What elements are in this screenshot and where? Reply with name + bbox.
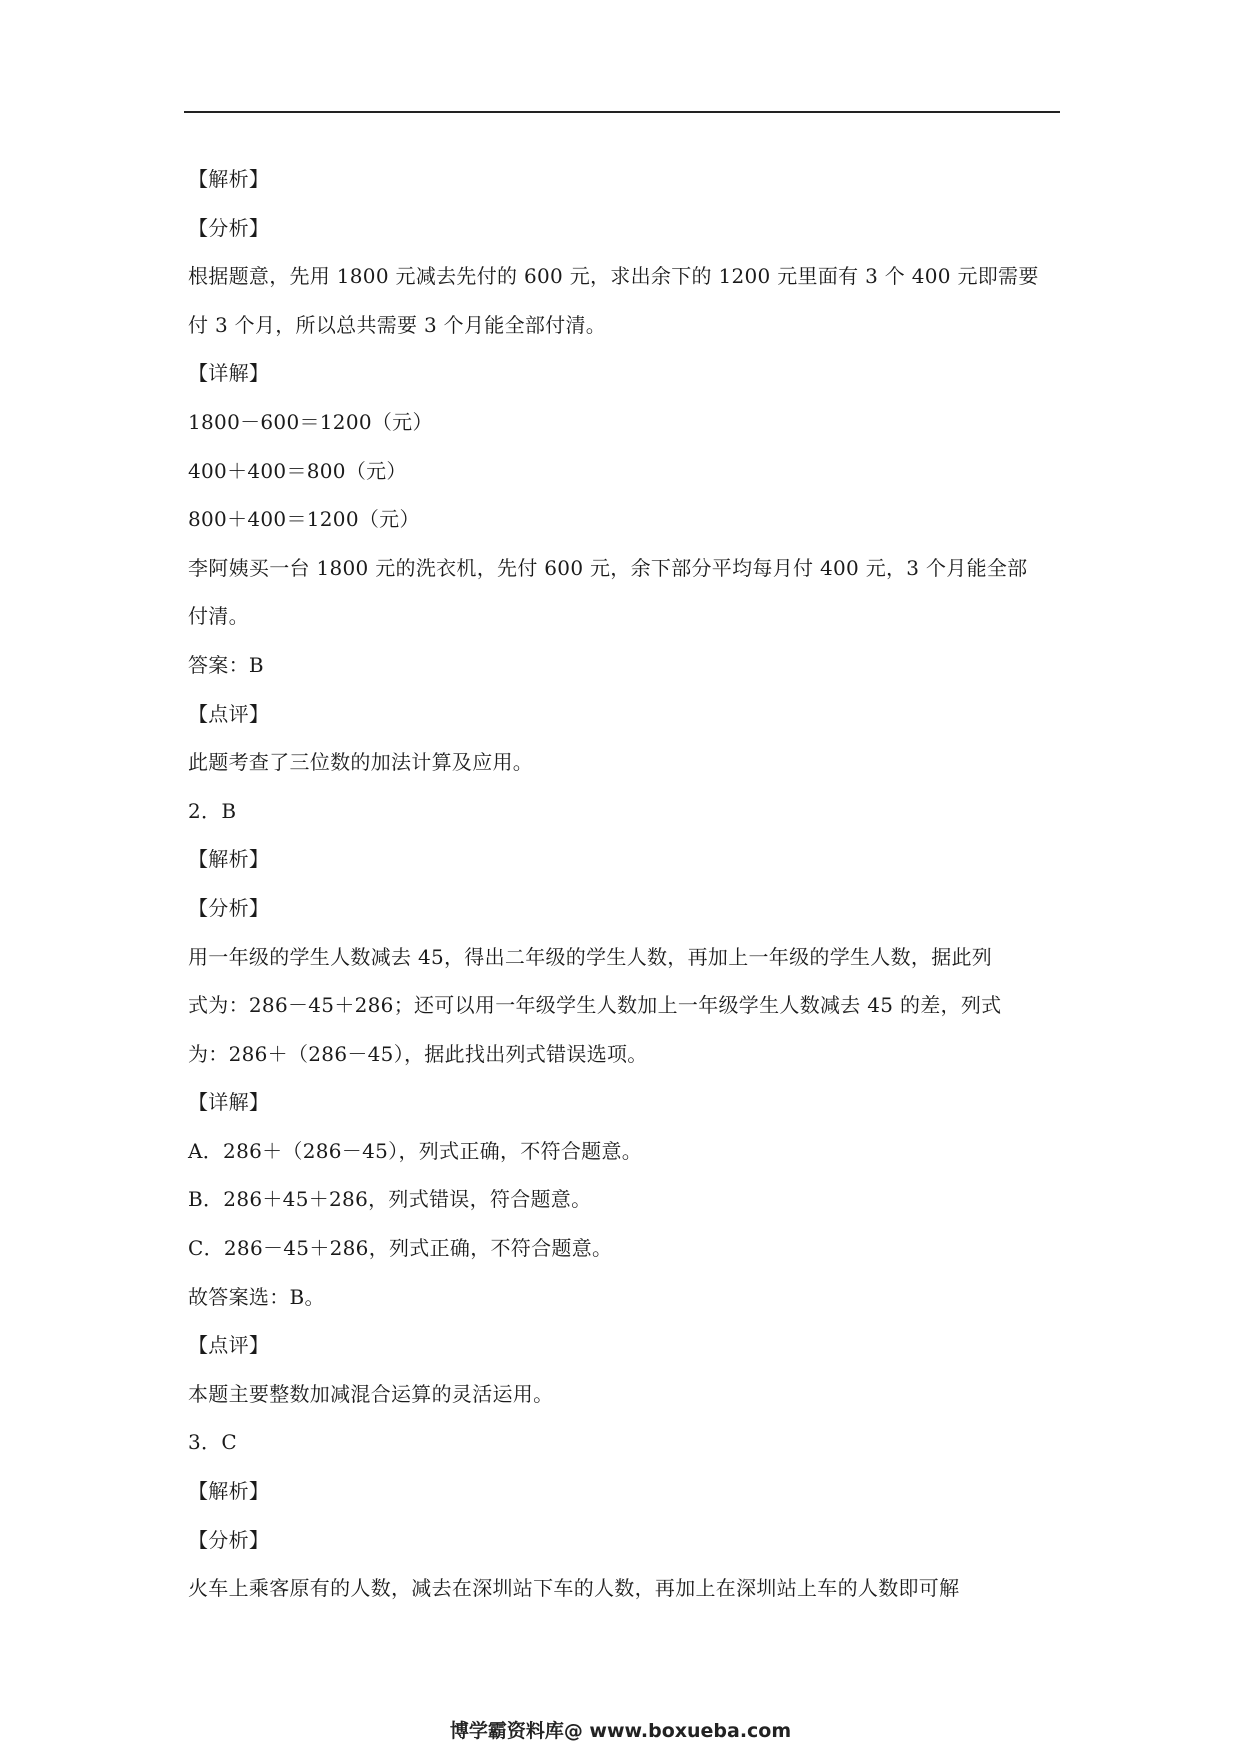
text-line: 李阿姨买一台 1800 元的洗衣机，先付 600 元，余下部分平均每月付 400 元，3 个月能全部 bbox=[188, 555, 1028, 580]
section-heading: 【分析】 bbox=[188, 895, 270, 920]
text-line: 付 3 个月，所以总共需要 3 个月能全部付清。 bbox=[188, 312, 607, 337]
section-heading: 【详解】 bbox=[188, 361, 270, 386]
header-rule bbox=[184, 111, 1060, 113]
question-number: 3．C bbox=[188, 1430, 237, 1455]
section-heading: 【解析】 bbox=[188, 847, 270, 872]
equation-line: 1800－600＝1200（元） bbox=[188, 409, 433, 434]
text-line: 火车上乘客原有的人数，减去在深圳站下车的人数，再加上在深圳站上车的人数即可解 bbox=[188, 1576, 960, 1601]
option-line: C．286－45＋286，列式正确，不符合题意。 bbox=[188, 1236, 613, 1261]
question-number: 2．B bbox=[188, 798, 237, 823]
section-heading: 【解析】 bbox=[188, 167, 270, 191]
text-line: 根据题意，先用 1800 元减去先付的 600 元，求出余下的 1200 元里面有 3 个 400 元即需要 bbox=[188, 264, 1039, 289]
text-line: 此题考查了三位数的加法计算及应用。 bbox=[188, 750, 534, 775]
document-body bbox=[188, 155, 1060, 1613]
answer-line: 答案：B bbox=[188, 652, 264, 677]
answer-line: 故答案选：B。 bbox=[188, 1284, 325, 1309]
section-heading: 【点评】 bbox=[188, 1333, 270, 1358]
option-line: B．286＋45＋286，列式错误，符合题意。 bbox=[188, 1187, 592, 1212]
footer-watermark: 博学霸资料库@ www.boxueba.com bbox=[449, 1720, 792, 1742]
equation-line: 400＋400＝800（元） bbox=[188, 458, 407, 483]
section-heading: 【解析】 bbox=[188, 1479, 270, 1504]
section-heading: 【分析】 bbox=[188, 215, 270, 240]
text-line: 付清。 bbox=[188, 604, 249, 629]
option-line: A．286＋（286－45），列式正确，不符合题意。 bbox=[188, 1138, 643, 1163]
section-heading: 【详解】 bbox=[188, 1090, 270, 1115]
text-line: 为：286＋（286－45），据此找出列式错误选项。 bbox=[188, 1041, 648, 1066]
text-line: 本题主要整数加减混合运算的灵活运用。 bbox=[188, 1381, 554, 1406]
section-heading: 【分析】 bbox=[188, 1527, 270, 1552]
text-line: 式为：286－45＋286；还可以用一年级学生人数加上一年级学生人数减去 45 的差，列式 bbox=[188, 993, 1002, 1018]
text-line: 用一年级的学生人数减去 45，得出二年级的学生人数，再加上一年级的学生人数，据此列 bbox=[188, 944, 993, 969]
equation-line: 800＋400＝1200（元） bbox=[188, 507, 420, 532]
section-heading: 【点评】 bbox=[188, 701, 270, 726]
